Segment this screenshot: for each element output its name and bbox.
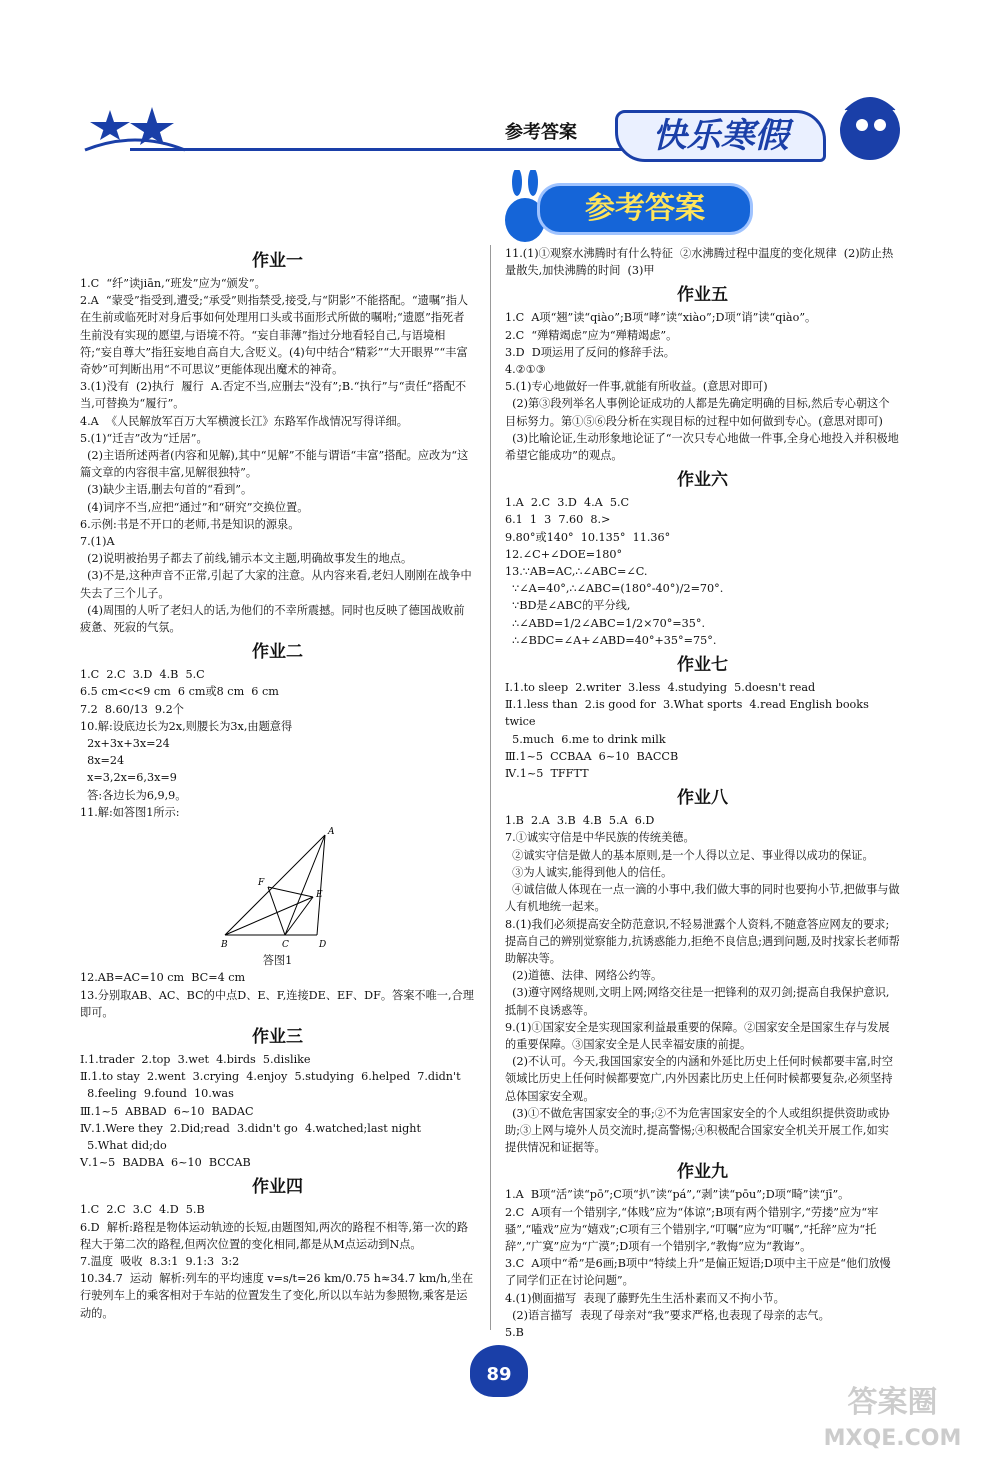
answer-line: 7.温度 吸收 8.3:1 9.1:3 3:2 [80, 1254, 240, 1268]
answer-line: 5.(1)专心地做好一件事,就能有所收益。(意思对即可) [505, 380, 768, 394]
answer-line: 8.(1)我们必须提高安全防范意识,不轻易泄露个人资料,不随意答应网友的要求;提高自己的辨别觉察能力,抗诱惑能力,拒绝不良信息;遇到问题,及时找家长老师帮助解决等。 [505, 917, 900, 965]
figure-segment [285, 835, 325, 935]
stars-decoration-icon [80, 95, 190, 155]
answer-line: 5.(1)“迁吉”改为“迁居”。 [80, 431, 208, 445]
answer-line: Ⅴ.1~5 BADBA 6~10 BCCAB [80, 1156, 251, 1170]
answer-line: 1.C “纤”读jiān,“班发”应为“颁发”。 [80, 277, 266, 290]
section-heading: 作业二 [252, 642, 303, 663]
figure-segment [268, 887, 285, 935]
watermark [800, 1385, 985, 1460]
header-title: 参考答案 [505, 122, 577, 143]
answer-line: 13.分别取AB、AC、BC的中点D、E、F,连接DE、EF、DF。答案不唯一,合理即可。 [80, 988, 474, 1019]
answer-line: 1.C 2.C 3.C 4.D 5.B [80, 1203, 205, 1217]
answer-line: (4)周围的人听了老妇人的话,为他们的不幸所震撼。同时也反映了德国战败前疲惫、死寂的气氛。 [80, 603, 465, 635]
answer-line: 13.∵AB=AC,∴∠ABC=∠C. [505, 565, 648, 579]
answer-line: Ⅰ.1.to sleep 2.writer 3.less 4.studying 5.doesn't read [505, 681, 816, 695]
left-column [80, 245, 475, 1322]
answer-line: ②诚实守信是做人的基本原则,是一个人得以立足、事业得以成功的保证。 [505, 848, 874, 862]
answer-line: 7.(1)A [80, 535, 115, 549]
answer-line: 6.D 解析:路程是物体运动轨迹的长短,由题图知,两次的路程不相等,第一次的路程大于第二次的路程,但两次位置的变化相同,都是从M点运动到N点。 [80, 1220, 469, 1251]
answer-line: Ⅱ.1.to stay 2.went 3.crying 4.enjoy 5.studying 6.helped 7.didn't [80, 1070, 461, 1084]
page-number: 89 [470, 1345, 528, 1397]
figure-segment [225, 835, 325, 935]
figure-label: D [318, 940, 326, 951]
section-heading: 作业四 [252, 1177, 303, 1198]
answer-line: Ⅱ.1.less than 2.is good for 3.What sports 4.read English books twice [505, 698, 873, 729]
answer-line: 2.A “蒙受”指受到,遭受;“承受”则指禁受,接受,与“阴影”不能搭配。“遗嘱”指人在生前或临死时对身后事如何处理用口头或书面形式所做的嘱咐;“遗愿”指死者生前没有实现的愿望,与语境不符。“妄自菲薄”指过分地看轻自己,与语境相符;“妄自尊大”指狂妄地自高自大,含贬义。(4)句中结合“精彩”“大开眼界”“丰富奇妙”可判断出用“不可思议”更能体现出魔术的神奇。 [80, 294, 469, 377]
answer-line: (2)道德、法律、网络公约等。 [505, 969, 663, 983]
column-divider [490, 245, 491, 1330]
figure-label: F [257, 878, 264, 889]
answer-line: 1.A B项“活”读“pō”;C项“扒”读“pá”,“剥”读“pōu”;D项“畸”读“jī”。 [505, 1188, 850, 1202]
answer-line: Ⅳ.1~5 TFFTT [505, 767, 589, 781]
answer-line: ∵∠A=40°,∴∠ABC=(180°-40°)/2=70°. [505, 582, 724, 596]
section-heading: 作业九 [677, 1162, 728, 1183]
answer-line: 7.①诚实守信是中华民族的传统美德。 [505, 831, 695, 845]
answer-line: 11.(1)①观察水沸腾时有什么特征 ②水沸腾过程中温度的变化规律 (2)防止热量散失,加快沸腾的时间 (3)甲 [505, 247, 894, 278]
answer-line: 7.2 8.60/13 9.2个 [80, 702, 184, 716]
answer-line: Ⅳ.1.Were they 2.Did;read 3.didn't go 4.watched;last night [80, 1121, 421, 1135]
answer-line: 2.C “殚精竭虑”应为“殚精竭虑”。 [505, 328, 678, 342]
answer-line: 6.1 1 3 7.60 8.> [505, 513, 611, 527]
answer-line: 4.②①③ [505, 363, 546, 377]
answer-line: x=3,2x=6,3x=9 [80, 771, 177, 785]
answer-line: 10.解:设底边长为2x,则腰长为3x,由题意得 [80, 719, 293, 733]
right-column [505, 245, 900, 1341]
section-heading: 作业五 [677, 285, 728, 306]
answer-line: 2.C A项有一个错别字,“体贱”应为“体谅”;B项有两个错别字,“劳搂”应为“牢骚”,“嗑戏”应为“嬉戏”;C项有三个错别字,“叮嘱”应为“叮嘱”,“托辞”应为“托辞”,“广寞”应为“广漠”;D项有一个错别字,“教悔”应为“教诲”。 [505, 1205, 879, 1253]
answer-line: 3.(1)没有 (2)执行 履行 A.否定不当,应删去“没有”;B.“执行”与“责任”搭配不当,可替换为“履行”。 [80, 380, 467, 411]
answer-line: 9.80°或140° 10.135° 11.36° [505, 530, 671, 544]
answer-line: 1.A 2.C 3.D 4.A 5.C [505, 496, 630, 510]
answer-line: 3.C A项中“希”是6画;B项中“特续上升”是偏正短语;D项中主干应是“他们放慢了同学们正在讨论问题”。 [505, 1257, 891, 1288]
answer-line: (2)不认可。今天,我国国家安全的内涵和外延比历史上任何时候都要丰富,时空领域比历史上任何时候都要宽广,内外因素比历史上任何时候都要复杂,必须坚持总体国家安全观。 [505, 1055, 894, 1103]
answer-line: (4)词序不当,应把“通过”和“研究”交换位置。 [80, 500, 309, 514]
answer-line: ④诚信做人体现在一点一滴的小事中,我们做大事的同时也要拘小节,把做事与做人有机地统一起来。 [505, 883, 900, 914]
section-heading: 作业六 [677, 470, 728, 491]
answer-line: 1.C 2.C 3.D 4.B 5.C [80, 668, 205, 682]
answer-line: ∴∠BDC=∠A+∠ABD=40°+35°=75°. [505, 633, 717, 647]
answer-line: 12.AB=AC=10 cm BC=4 cm [80, 971, 246, 985]
figure-label: B [220, 940, 228, 951]
answer-line: 11.解:如答图1所示: [80, 805, 180, 819]
answer-line: Ⅲ.1~5 CCBAA 6~10 BACCB [505, 749, 679, 763]
figure-label: A [327, 827, 334, 838]
watermark-bottom: MXQE.COM [823, 1426, 962, 1451]
answer-line: Ⅰ.1.trader 2.top 3.wet 4.birds 5.dislike [80, 1052, 311, 1066]
answer-line: ③为人诚实,能得到他人的信任。 [505, 865, 673, 879]
answer-line: 4.A 《人民解放军百万大军横渡长江》东路军作战情况写得详细。 [80, 414, 408, 428]
figure-caption: 答图1 [262, 954, 293, 968]
answer-line: ∴∠ABD=1/2∠ABC=1/2×70°=35°. [505, 616, 706, 630]
answer-line: (2)第③段列举名人事例论证成功的人都是先确定明确的目标,然后专心朝这个目标努力。第①⑤⑥段分析在实现目标的过程中如何做到专心。(意思对即可) [505, 397, 890, 428]
figure-segment [268, 887, 313, 897]
figure-segment [317, 835, 325, 935]
section-heading: 作业七 [677, 655, 728, 676]
answer-line: ∵BD是∠ABC的平分线, [505, 599, 631, 613]
page-header [0, 0, 1000, 240]
header-rule [130, 148, 650, 151]
answer-line: (3)①不做危害国家安全的事;②不为危害国家安全的个人或组织提供资助或协助;③上网与境外人员交流时,提高警惕;④积极配合国家安全机关开展工作,如实提供情况和证据等。 [505, 1106, 890, 1155]
section-heading: 作业八 [677, 788, 728, 809]
answer-line: (2)语言描写 表现了母亲对“我”要求严格,也表现了母亲的志气。 [505, 1308, 830, 1322]
answer-line: 4.(1)侧面描写 表现了藤野先生生活朴素而又不拘小节。 [505, 1291, 785, 1305]
answer-line: 1.B 2.A 3.B 4.B 5.A 6.D [505, 814, 655, 828]
answer-line: 5.B [505, 1325, 524, 1339]
answer-line: (3)比喻论证,生动形象地论证了“一次只专心地做一件事,全身心地投入并积极地希望它能成功”的观点。 [505, 431, 899, 463]
answer-line: 5.What did;do [80, 1138, 167, 1152]
answer-line: 10.34.7 运动 解析:列车的平均速度 v=s/t=26 km/0.75 h≈34.7 km/h,坐在行驶列车上的乘客相对于车站的位置发生了变化,所以以车站为参照物,乘客是运动的。 [80, 1272, 474, 1320]
section-heading: 作业一 [252, 251, 303, 271]
answer-line: 5.much 6.me to drink milk [505, 732, 666, 746]
mascot-icon [830, 85, 910, 165]
answer-line: 8.feeling 9.found 10.was [80, 1087, 234, 1101]
figure-segment [225, 897, 313, 935]
answer-line: 3.D D项运用了反问的修辞手法。 [505, 345, 675, 359]
section-heading: 作业三 [252, 1026, 303, 1047]
answer-line: (3)遵守网络规则,文明上网;网络交往是一把锋利的双刃剑;提高自我保护意识,抵制不良诱惑等。 [505, 986, 890, 1017]
answer-line: 6.5 cm<c<9 cm 6 cm或8 cm 6 cm [80, 685, 279, 699]
watermark-top: 答案圈 [847, 1385, 938, 1420]
answer-line: 12.∠C+∠DOE=180° [505, 547, 623, 561]
answer-line: Ⅲ.1~5 ABBAD 6~10 BADAC [80, 1104, 254, 1118]
figure-label: E [315, 890, 323, 901]
answer-line: 答:各边长为6,9,9。 [80, 788, 187, 802]
answer-line: (2)说明被抬男子都去了前线,铺示本文主题,明确故事发生的地点。 [80, 552, 413, 566]
answer-line: 2x+3x+3x=24 [80, 737, 170, 751]
answer-line: 9.(1)①国家安全是实现国家利益最重要的保障。②国家安全是国家生存与发展的重要保障。③国家安全是人民幸福安康的前提。 [505, 1020, 890, 1051]
answer-banner: 参考答案 [540, 186, 750, 232]
figure-label: C [281, 940, 289, 951]
brand-logo: 快乐寒假 [615, 110, 826, 162]
answer-line: (2)主语所述两者(内容和见解),其中“见解”不能与谓语“丰富”搭配。应改为“这篇文章的内容很丰富,见解很独特”。 [80, 449, 469, 480]
answer-line: 6.示例:书是不开口的老师,书是知识的源泉。 [80, 517, 300, 531]
answer-line: (3)缺少主语,删去句首的“看到”。 [80, 483, 253, 497]
answer-line: 1.C A项“翘”读“qiào”;B项“哮”读“xiào”;D项“诮”读“qiào”。 [505, 311, 817, 325]
triangle-figure [213, 827, 343, 952]
answer-line: 8x=24 [80, 754, 125, 768]
answer-line: (3)不是,这种声音不正常,引起了大家的注意。从内容来看,老妇人刚刚在战争中失去了三个儿子。 [80, 569, 472, 600]
